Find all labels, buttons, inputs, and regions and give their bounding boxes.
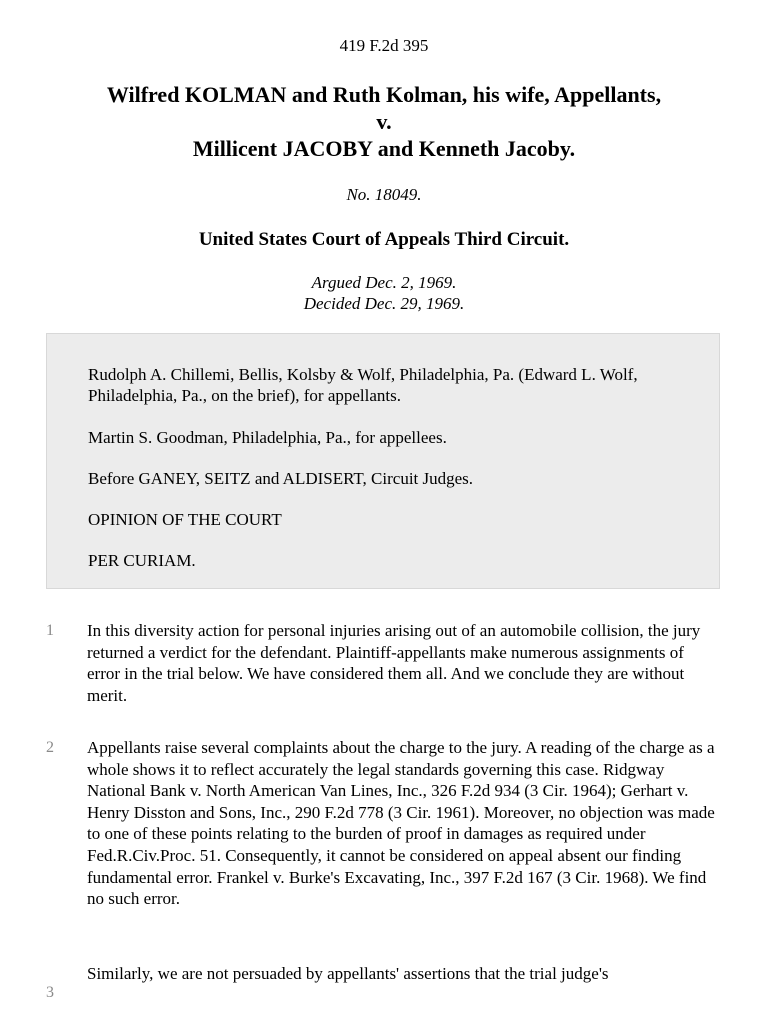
caption-appellants: Wilfred KOLMAN and Ruth Kolman, his wife, Appellants, bbox=[106, 82, 662, 107]
headnote-box bbox=[46, 333, 720, 589]
per-curiam: PER CURIAM. bbox=[88, 551, 196, 570]
decided-date: Decided Dec. 29, 1969. bbox=[303, 294, 465, 313]
counsel-appellants: Rudolph A. Chillemi, Bellis, Kolsby & Wolf, Philadelphia, Pa. (Edward L. Wolf, Philadelphia, Pa., on the brief), for appellants. bbox=[88, 365, 638, 405]
caption-versus: v. bbox=[376, 109, 392, 134]
paragraph-number: 2 bbox=[46, 739, 54, 756]
counsel-appellees: Martin S. Goodman, Philadelphia, Pa., for appellees. bbox=[88, 428, 447, 447]
citation: 419 F.2d 395 bbox=[339, 36, 429, 55]
paragraph-text: Similarly, we are not persuaded by appellants' assertions that the trial judge's bbox=[87, 964, 609, 983]
case-caption bbox=[0, 81, 768, 162]
argued-date: Argued Dec. 2, 1969. bbox=[311, 273, 457, 292]
caption-appellees: Millicent JACOBY and Kenneth Jacoby. bbox=[192, 136, 576, 161]
court-name: United States Court of Appeals Third Circuit. bbox=[198, 229, 570, 250]
paragraph-text: Appellants raise several complaints about the charge to the jury. A reading of the charge as a whole shows it to reflect accurately the legal standards governing this case. Ridgway National Bank v. North American Van Lines, Inc., 326 F.2d 934 (3 Cir. 1964); Gerhart v. Henry Disston and Sons, Inc., 290 F.2d 778 (3 Cir. 1961). Moreover, no objection was made to one of these points relating to the burden of proof in damages as required under Fed.R.Civ.Proc. 51. Consequently, it cannot be considered on appeal absent our finding fundamental error. Frankel v. Burke's Excavating, Inc., 397 F.2d 167 (3 Cir. 1968). We find no such error. bbox=[87, 738, 715, 909]
paragraph-number: 1 bbox=[46, 622, 54, 639]
opinion-heading: OPINION OF THE COURT bbox=[88, 510, 282, 529]
docket-number: No. 18049. bbox=[346, 185, 422, 204]
decision-dates bbox=[0, 272, 768, 314]
panel-judges: Before GANEY, SEITZ and ALDISERT, Circuit Judges. bbox=[88, 469, 474, 488]
paragraph-text: In this diversity action for personal injuries arising out of an automobile collision, the jury returned a verdict for the defendant. Plaintiff-appellants make numerous assignments of error in the trial below. We have considered them all. And we conclude they are without merit. bbox=[87, 621, 701, 705]
paragraph-number: 3 bbox=[46, 984, 54, 1001]
